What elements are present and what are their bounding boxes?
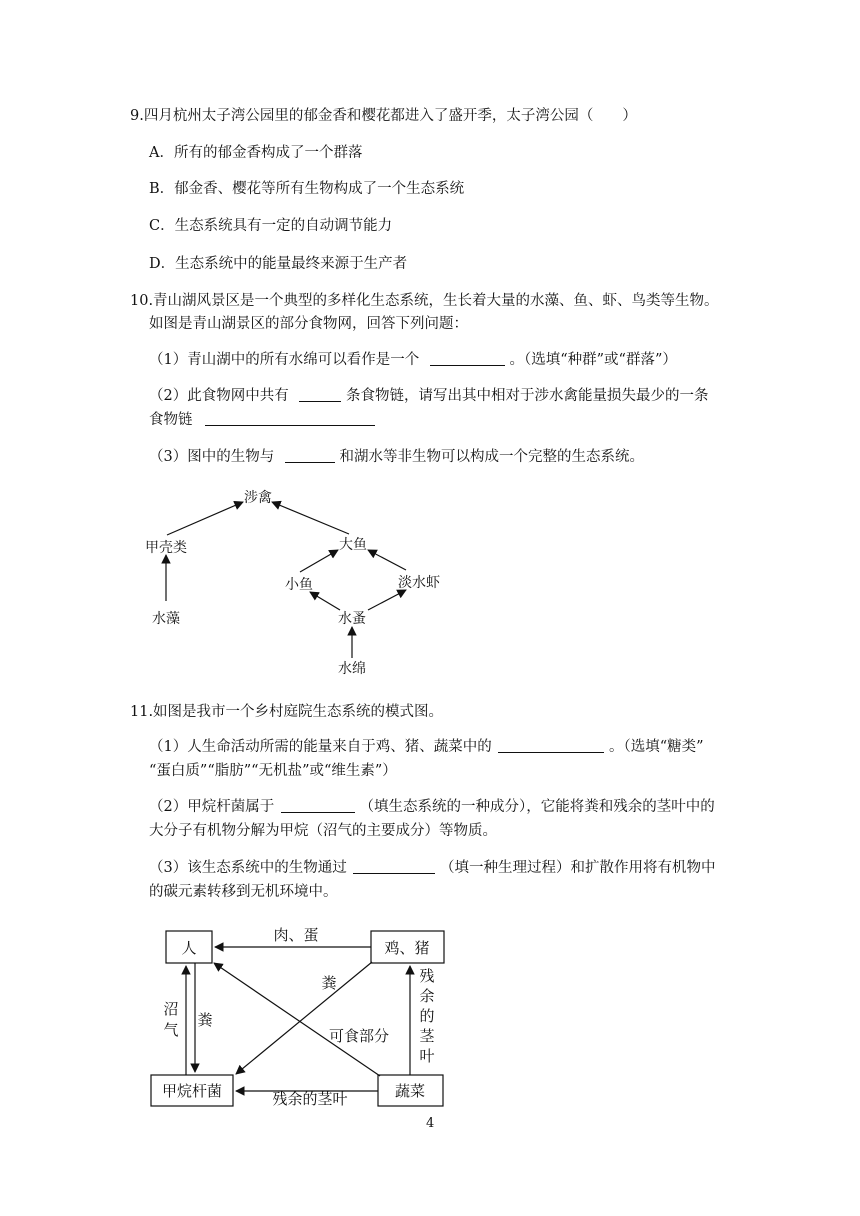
q10-part1-text-a: （1）青山湖中的所有水绵可以看作是一个: [149, 352, 420, 368]
arrow-waterflea-to-shrimp: [368, 590, 406, 610]
courtyard-ecosystem-diagram: [151, 926, 444, 1108]
q11-part2-text-b: （填生态系统的一种成分），它能将粪和残余的茎叶中的: [359, 799, 715, 815]
node-shrimp: 淡水虾: [398, 575, 440, 591]
label-biogas-1: 沼: [163, 1000, 179, 1018]
q11-part3-text-b: （填一种生理过程）和扩散作用将有机物中: [439, 860, 716, 876]
arrow-edible-to-person: [214, 963, 380, 1076]
box-chicken-pig-label: 鸡、猪: [384, 939, 430, 957]
q9-stem: 9.四月杭州太子湾公园里的郁金香和樱花都进入了盛开季，太子湾公园（ ）: [130, 108, 637, 124]
arrow-bigfish-to-bird: [272, 502, 349, 534]
food-web-diagram: [145, 489, 440, 677]
q9-option-b: B．郁金香、樱花等所有生物构成了一个生态系统: [149, 181, 465, 197]
q11-part3-text-a: （3）该生态系统中的生物通过: [149, 860, 347, 876]
arrow-crustacean-to-bird: [167, 502, 243, 535]
q11-part3-cont: 的碳元素转移到无机环境中。: [149, 884, 338, 900]
q11-stem: 11.如图是我市一个乡村庭院生态系统的模式图。: [130, 704, 444, 720]
node-small-fish: 小鱼: [285, 577, 313, 593]
arrow-shrimp-to-bigfish: [368, 550, 406, 570]
q11-part1-text-a: （1）人生命活动所需的能量来自于鸡、猪、蔬菜中的: [149, 739, 492, 755]
q10-part3-text-b: 和湖水等非生物可以构成一个完整的生态系统。: [339, 449, 644, 465]
label-residue-v4: 茎: [419, 1027, 435, 1045]
q9-option-c: C．生态系统具有一定的自动调节能力: [149, 218, 393, 234]
box-bacteria-label: 甲烷杆菌: [161, 1082, 223, 1100]
q10-part2-text-c: 食物链: [149, 412, 193, 428]
q11-part1-text-b: 。（选填“糖类”: [608, 739, 704, 755]
box-person-label: 人: [181, 939, 197, 957]
q10-part3-text-a: （3）图中的生物与: [149, 449, 275, 465]
node-algae: 水藻: [152, 611, 180, 627]
q11-part2-cont: 大分子有机物分解为甲烷（沼气的主要成分）等物质。: [149, 823, 497, 839]
q10-part1-text-b: 。（选填“种群”或“群落”）: [509, 352, 677, 368]
q10-stem-line2: 如图是青山湖景区的部分食物网，回答下列问题：: [149, 316, 468, 332]
arrow-smallfish-to-bigfish: [300, 550, 338, 572]
q11-part2-text-a: （2）甲烷杆菌属于: [149, 799, 275, 815]
page-number: 4: [426, 1116, 435, 1131]
node-big-fish: 大鱼: [339, 537, 367, 553]
arrow-waterflea-to-smallfish: [310, 592, 340, 610]
label-residue-v3: 的: [419, 1007, 435, 1025]
node-crustacean: 甲壳类: [145, 540, 187, 556]
label-residue-v2: 余: [419, 987, 435, 1005]
node-water-flea: 水蚤: [338, 611, 366, 627]
label-manure-left: 粪: [197, 1011, 213, 1029]
node-wading-bird: 涉禽: [244, 490, 272, 506]
q9-option-d: D．生态系统中的能量最终来源于生产者: [149, 256, 408, 272]
q10-part2-text-b: 条食物链，请写出其中相对于涉水禽能量损失最少的一条: [345, 388, 709, 404]
label-biogas-2: 气: [163, 1021, 179, 1039]
label-residue-v1: 残: [419, 967, 435, 985]
node-spirogyra: 水绵: [338, 661, 366, 677]
label-manure: 粪: [321, 974, 337, 992]
label-residue-v5: 叶: [419, 1047, 435, 1065]
label-edible-part: 可食部分: [328, 1027, 390, 1045]
q9-option-a: A．所有的郁金香构成了一个群落: [149, 145, 363, 161]
q10-part2-text-a: （2）此食物网中共有: [149, 388, 289, 404]
label-meat-egg: 肉、蛋: [273, 926, 319, 944]
q10-stem-line1: 10.青山湖风景区是一个典型的多样化生态系统，生长着大量的水藻、鱼、虾、鸟类等生物。: [130, 293, 719, 309]
q11-part1-cont: “蛋白质”“脂肪”“无机盐”或“维生素”）: [149, 763, 397, 779]
box-vegetables-label: 蔬菜: [394, 1082, 426, 1100]
label-residue-bottom: 残余的茎叶: [272, 1090, 348, 1108]
